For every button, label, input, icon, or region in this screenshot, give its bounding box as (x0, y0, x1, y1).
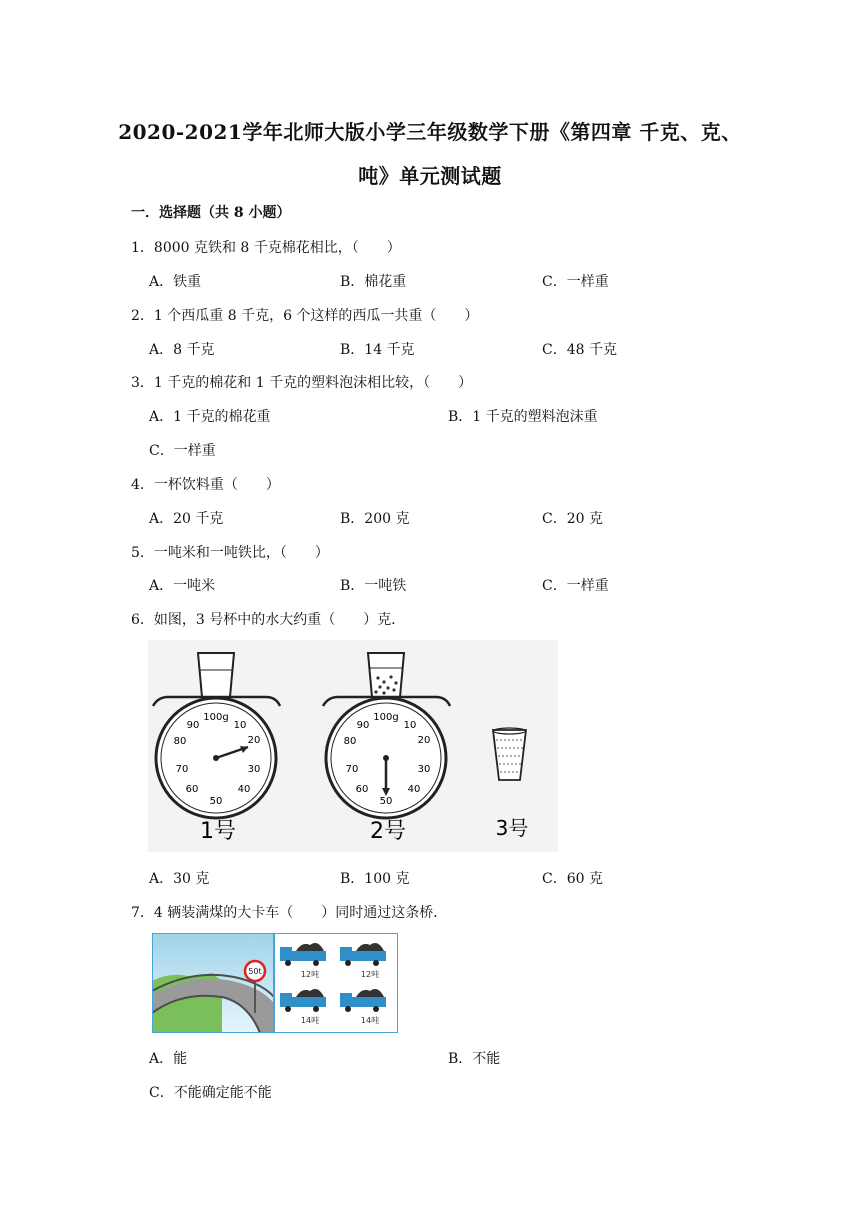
q4-option-a[interactable]: A．20 千克 (149, 511, 224, 527)
dial2-label-30: 30 (417, 764, 431, 775)
truck-2-weight: 12吨 (360, 970, 380, 979)
truck-1-weight: 12吨 (300, 970, 320, 979)
q1-option-c[interactable]: C．一样重 (542, 274, 609, 290)
section-heading: 一．选择题（共 8 小题） (131, 205, 291, 221)
q4-option-c[interactable]: C．20 克 (542, 511, 603, 527)
q2-option-a[interactable]: A．8 千克 (149, 342, 215, 358)
q2-option-c[interactable]: C．48 千克 (542, 342, 617, 358)
document-title-line2: 吨》单元测试题 (358, 164, 502, 188)
dial1-label-10: 10 (233, 720, 247, 731)
q5-option-a[interactable]: A．一吨米 (149, 578, 216, 594)
question-2: 2．1 个西瓜重 8 千克，6 个这样的西瓜一共重（ ） (131, 308, 479, 324)
q5-option-c[interactable]: C．一样重 (542, 578, 609, 594)
question-5: 5．一吨米和一吨铁比，（ ） (131, 545, 329, 561)
q4-option-b[interactable]: B．200 克 (340, 511, 410, 527)
dial1-label-90: 90 (186, 720, 200, 731)
q7-option-c[interactable]: C．不能确定能不能 (149, 1085, 272, 1101)
question-1: 1．8000 克铁和 8 千克棉花相比，（ ） (131, 240, 401, 256)
dial2-label-10: 10 (403, 720, 417, 731)
dial2-label-100g: 100g (373, 712, 399, 723)
scale-1-label: 1号 (200, 819, 236, 844)
document-title-line1: 2020-2021学年北师大版小学三年级数学下册《第四章 千克、克、 (118, 120, 742, 144)
q6-option-a[interactable]: A．30 克 (149, 871, 210, 887)
dial1-label-30: 30 (247, 764, 261, 775)
scale-2-label: 2号 (370, 819, 406, 844)
dial1-label-20: 20 (247, 735, 261, 746)
q6-option-b[interactable]: B．100 克 (340, 871, 410, 887)
dial2-label-80: 80 (343, 736, 357, 747)
truck-4-weight: 14吨 (360, 1016, 380, 1025)
q1-option-a[interactable]: A．铁重 (149, 274, 202, 290)
q1-option-b[interactable]: B．棉花重 (340, 274, 407, 290)
cup-3-label: 3号 (495, 816, 529, 840)
question-3: 3．1 千克的棉花和 1 千克的塑料泡沫相比较，（ ） (131, 375, 473, 391)
bridge-scene (152, 933, 274, 1033)
question-6: 6．如图，3 号杯中的水大约重（ ）克． (131, 612, 406, 628)
bridge-trucks-figure (152, 933, 398, 1033)
dial1-label-60: 60 (185, 784, 199, 795)
dial1-label-40: 40 (237, 784, 251, 795)
dial1-label-50: 50 (209, 796, 223, 807)
dial1-label-70: 70 (175, 764, 189, 775)
q2-option-b[interactable]: B．14 千克 (340, 342, 415, 358)
dial2-label-20: 20 (417, 735, 431, 746)
scales-figure (148, 640, 558, 852)
question-4: 4．一杯饮料重（ ） (131, 477, 280, 493)
dial2-label-90: 90 (356, 720, 370, 731)
q3-option-b[interactable]: B．1 千克的塑料泡沫重 (448, 409, 598, 425)
q3-option-c[interactable]: C．一样重 (149, 443, 216, 459)
truck-3-weight: 14吨 (300, 1016, 320, 1025)
weight-limit-sign: 50t (248, 967, 262, 976)
dial2-label-70: 70 (345, 764, 359, 775)
dial2-label-50: 50 (379, 796, 393, 807)
q7-option-a[interactable]: A．能 (149, 1051, 188, 1067)
question-7: 7．4 辆装满煤的大卡车（ ）同时通过这条桥． (131, 905, 448, 921)
dial1-label-80: 80 (173, 736, 187, 747)
dial1-label-100g: 100g (203, 712, 229, 723)
dial2-label-40: 40 (407, 784, 421, 795)
q7-option-b[interactable]: B．不能 (448, 1051, 501, 1067)
q3-option-a[interactable]: A．1 千克的棉花重 (149, 409, 271, 425)
q5-option-b[interactable]: B．一吨铁 (340, 578, 407, 594)
q6-option-c[interactable]: C．60 克 (542, 871, 603, 887)
dial2-label-60: 60 (355, 784, 369, 795)
